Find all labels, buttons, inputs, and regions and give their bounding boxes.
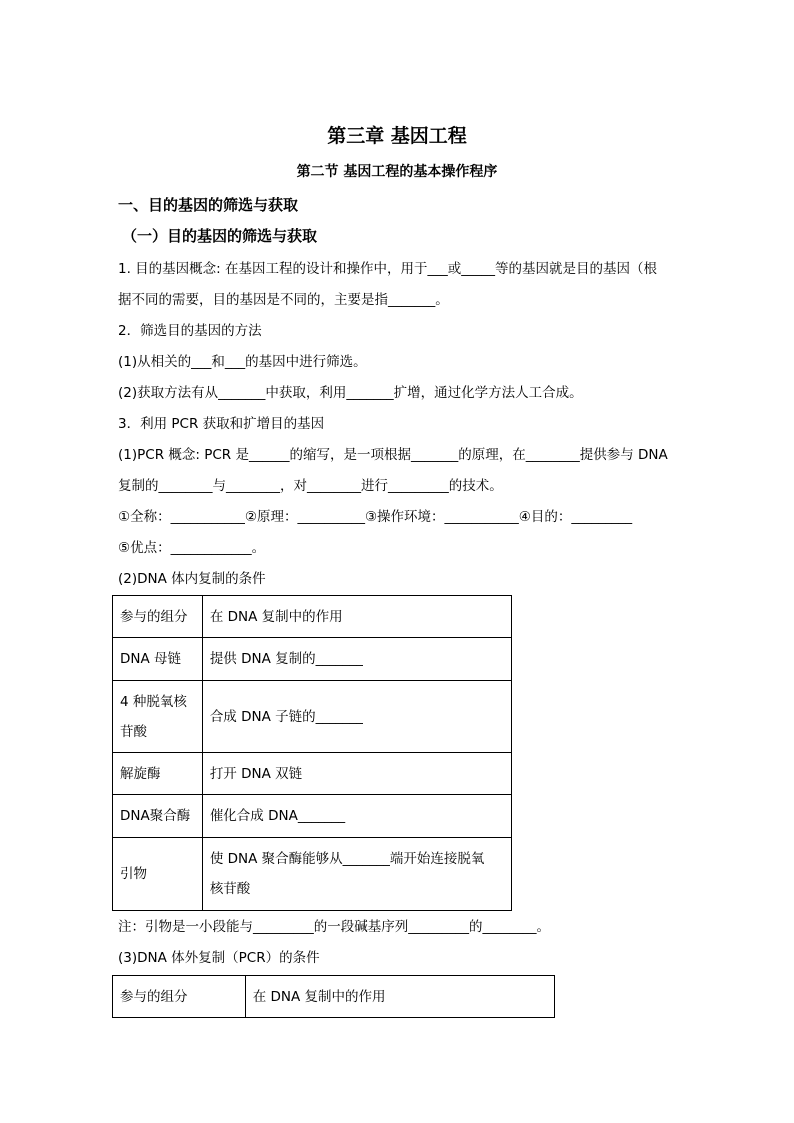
role-cell: 提供 DNA 复制的_______ xyxy=(202,638,511,681)
section-subtitle: 第二节 基因工程的基本操作程序 xyxy=(296,164,498,180)
paragraph-line: ⑤优点：____________。 xyxy=(118,540,266,556)
role-line: 核苷酸 xyxy=(209,881,251,897)
component-line: 苷酸 xyxy=(120,723,147,740)
paragraph-line: 据不同的需要，目的基因是不同的，主要是指_______。 xyxy=(118,292,449,308)
role-cell: 催化合成 DNA_______ xyxy=(202,795,511,838)
role-cell xyxy=(202,838,511,911)
table-row xyxy=(113,795,512,838)
component-line: 4 种脱氧核 xyxy=(120,693,187,710)
paragraph-line: (1)PCR 概念: PCR 是______的缩写，是一项根据_______的原理，在________提供参与 DNA xyxy=(118,447,668,463)
subsection-heading: （一）目的基因的筛选与获取 xyxy=(122,227,318,245)
component-cell: DNA聚合酶 xyxy=(113,795,203,838)
component-cell: DNA 母链 xyxy=(113,638,203,681)
paragraph-line: (1)从相关的___和___的基因中进行筛选。 xyxy=(118,354,367,370)
table-header-cell: 参与的组分 xyxy=(113,976,246,1018)
section-heading: 一、目的基因的筛选与获取 xyxy=(118,196,299,214)
note-line: 注：引物是一小段能与_________的一段碱基序列_________的________。 xyxy=(118,919,550,935)
table-row xyxy=(113,838,512,911)
dna-replication-pcr-table xyxy=(112,975,555,1018)
role-cell: 打开 DNA 双链 xyxy=(202,753,511,795)
paragraph-line: ①全称：___________②原理：__________③操作环境：___________④目的：_________ xyxy=(118,509,633,525)
dna-replication-in-vivo-table xyxy=(112,595,512,911)
component-cell: 解旋酶 xyxy=(113,753,203,795)
paragraph-line: 1. 目的基因概念: 在基因工程的设计和操作中，用于___或_____等的基因就是目的基因（根 xyxy=(118,261,658,277)
table-header-cell: 在 DNA 复制中的作用 xyxy=(245,976,554,1018)
table-header-row xyxy=(113,596,512,638)
paragraph-line: (2)DNA 体内复制的条件 xyxy=(118,571,266,587)
paragraph-line: 3．利用 PCR 获取和扩增目的基因 xyxy=(118,416,325,432)
table-row xyxy=(113,681,512,753)
table-header-row xyxy=(113,976,555,1018)
table-header-cell: 参与的组分 xyxy=(113,596,203,638)
table-row xyxy=(113,638,512,681)
paragraph-line: (2)获取方法有从_______中获取，利用_______扩增，通过化学方法人工合成。 xyxy=(118,385,583,401)
component-cell xyxy=(113,681,203,753)
role-cell: 合成 DNA 子链的_______ xyxy=(202,681,511,753)
role-line: 使 DNA 聚合酶能够从_______端开始连接脱氧 xyxy=(209,851,485,867)
paragraph-line: (3)DNA 体外复制（PCR）的条件 xyxy=(118,950,320,966)
paragraph-line: 复制的________与________，对________进行_________的技术。 xyxy=(118,478,503,494)
component-cell: 引物 xyxy=(113,838,203,911)
paragraph-line: 2．筛选目的基因的方法 xyxy=(118,323,262,339)
table-row xyxy=(113,753,512,795)
chapter-title: 第三章 基因工程 xyxy=(327,125,467,147)
table-header-cell: 在 DNA 复制中的作用 xyxy=(202,596,511,638)
